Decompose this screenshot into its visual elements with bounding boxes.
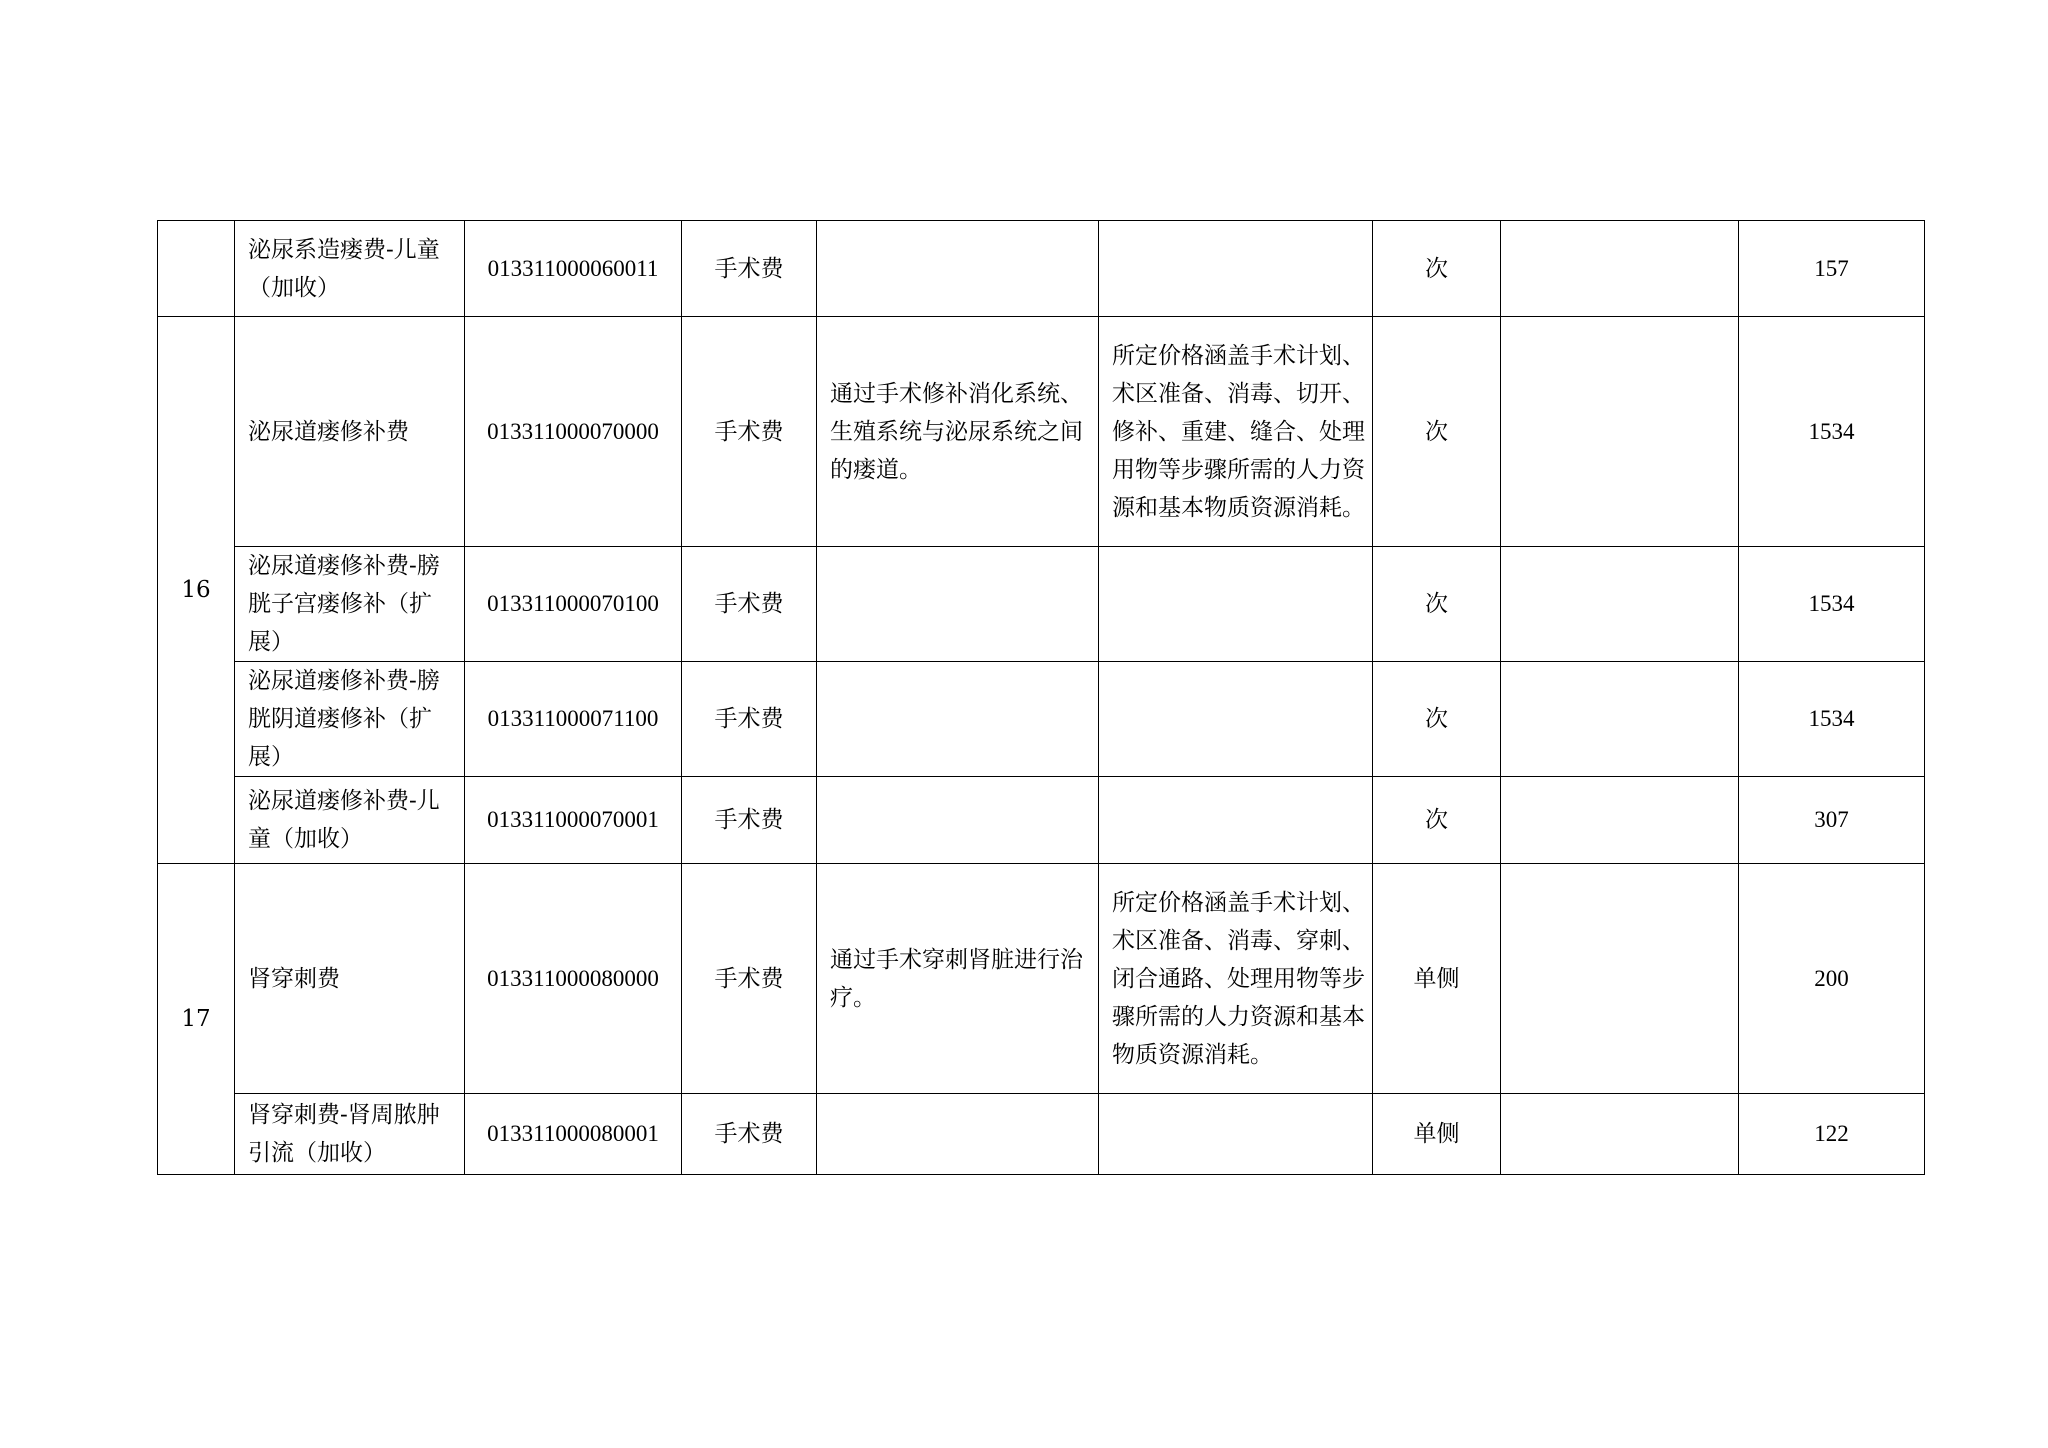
item-name: 泌尿道瘘修补费: [248, 418, 409, 445]
content-cell: [817, 662, 1099, 777]
exclusions: 所定价格涵盖手术计划、术区准备、消毒、切开、修补、重建、缝合、处理用物等步骤所需的人力资源和基本物质资源消耗。: [1112, 342, 1365, 521]
seq-cell: [158, 864, 235, 1175]
content-cell: [817, 777, 1099, 864]
seq-text: 17: [181, 1006, 211, 1032]
category: 手术费: [714, 255, 784, 282]
category: 手术费: [714, 965, 784, 992]
item-code: 013311000070000: [487, 418, 659, 444]
exclusions-cell: [1099, 547, 1373, 662]
unit-cell: [1373, 662, 1501, 777]
note-cell: [1501, 864, 1739, 1094]
note-cell: [1501, 777, 1739, 864]
price: 1534: [1808, 591, 1855, 616]
unit-cell: [1373, 864, 1501, 1094]
seq-cell: [158, 221, 235, 317]
content: 通过手术修补消化系统、生殖系统与泌尿系统之间的瘘道。: [830, 380, 1083, 483]
category-cell: [682, 662, 817, 777]
unit: 单侧: [1413, 965, 1460, 992]
item-name-cell: [235, 221, 465, 317]
content-cell: [817, 864, 1099, 1094]
price-cell: [1739, 864, 1925, 1094]
content-cell: [817, 221, 1099, 317]
category: 手术费: [714, 418, 784, 445]
price: 1534: [1808, 706, 1855, 731]
table-row: [158, 662, 1925, 777]
unit: 单侧: [1413, 1121, 1460, 1147]
item-code: 013311000080000: [487, 965, 659, 991]
item-name-cell: [235, 547, 465, 662]
unit-cell: [1373, 317, 1501, 547]
content-cell: [817, 547, 1099, 662]
unit: 次: [1425, 255, 1448, 282]
item-code-cell: [465, 777, 682, 864]
item-code-cell: [465, 662, 682, 777]
exclusions-cell: [1099, 777, 1373, 864]
price: 157: [1814, 255, 1849, 281]
table-row: [158, 1094, 1925, 1175]
item-code: 013311000070100: [487, 591, 659, 616]
price: 307: [1814, 807, 1849, 832]
unit-cell: [1373, 547, 1501, 662]
table-row: [158, 317, 1925, 547]
exclusions-cell: [1099, 662, 1373, 777]
price: 1534: [1808, 418, 1855, 444]
content-cell: [817, 1094, 1099, 1175]
item-code: 013311000080001: [487, 1121, 659, 1146]
price-cell: [1739, 317, 1925, 547]
content: 通过手术穿刺肾脏进行治疗。: [830, 946, 1083, 1011]
category: 手术费: [714, 807, 784, 833]
category-cell: [682, 1094, 817, 1175]
note-cell: [1501, 1094, 1739, 1175]
note-cell: [1501, 662, 1739, 777]
item-name-cell: [235, 864, 465, 1094]
content-cell: [817, 317, 1099, 547]
item-name: 泌尿道瘘修补费-膀胱子宫瘘修补（扩展）: [248, 553, 440, 655]
category-cell: [682, 317, 817, 547]
item-code: 013311000070001: [487, 807, 659, 832]
table-row: [158, 777, 1925, 864]
item-code: 013311000060011: [487, 255, 659, 281]
unit: 次: [1425, 807, 1448, 833]
item-name-cell: [235, 662, 465, 777]
item-code: 013311000071100: [487, 706, 659, 731]
category-cell: [682, 777, 817, 864]
item-code-cell: [465, 547, 682, 662]
item-name: 泌尿道瘘修补费-儿童（加收）: [248, 788, 440, 852]
category-cell: [682, 547, 817, 662]
exclusions-cell: [1099, 864, 1373, 1094]
note-cell: [1501, 547, 1739, 662]
seq-text: 16: [181, 577, 211, 603]
item-code-cell: [465, 864, 682, 1094]
table-row: [158, 864, 1925, 1094]
seq-cell: [158, 317, 235, 864]
item-code-cell: [465, 221, 682, 317]
note-cell: [1501, 317, 1739, 547]
exclusions: 所定价格涵盖手术计划、术区准备、消毒、穿刺、闭合通路、处理用物等步骤所需的人力资源和基本物质资源消耗。: [1112, 889, 1365, 1068]
unit: 次: [1425, 418, 1448, 445]
price-cell: [1739, 221, 1925, 317]
item-name-cell: [235, 317, 465, 547]
unit: 次: [1425, 591, 1448, 617]
price-cell: [1739, 662, 1925, 777]
exclusions-cell: [1099, 221, 1373, 317]
note-cell: [1501, 221, 1739, 317]
unit-cell: [1373, 777, 1501, 864]
price-cell: [1739, 1094, 1925, 1175]
item-name: 肾穿刺费-肾周脓肿引流（加收）: [248, 1102, 440, 1166]
unit-cell: [1373, 1094, 1501, 1175]
unit: 次: [1425, 706, 1448, 732]
category: 手术费: [714, 1121, 784, 1147]
exclusions-cell: [1099, 317, 1373, 547]
price-table: [157, 220, 1925, 1175]
table-row: [158, 547, 1925, 662]
exclusions-cell: [1099, 1094, 1373, 1175]
item-name-cell: [235, 1094, 465, 1175]
item-name: 泌尿道瘘修补费-膀胱阴道瘘修补（扩展）: [248, 668, 440, 770]
price-cell: [1739, 547, 1925, 662]
category: 手术费: [714, 591, 784, 617]
category: 手术费: [714, 706, 784, 732]
price: 122: [1814, 1121, 1849, 1146]
item-name-cell: [235, 777, 465, 864]
item-name: 泌尿系造瘘费-儿童（加收）: [248, 236, 440, 301]
item-code-cell: [465, 1094, 682, 1175]
price-cell: [1739, 777, 1925, 864]
item-code-cell: [465, 317, 682, 547]
table-row: [158, 221, 1925, 317]
category-cell: [682, 864, 817, 1094]
category-cell: [682, 221, 817, 317]
price: 200: [1814, 965, 1849, 991]
unit-cell: [1373, 221, 1501, 317]
item-name: 肾穿刺费: [248, 965, 340, 992]
